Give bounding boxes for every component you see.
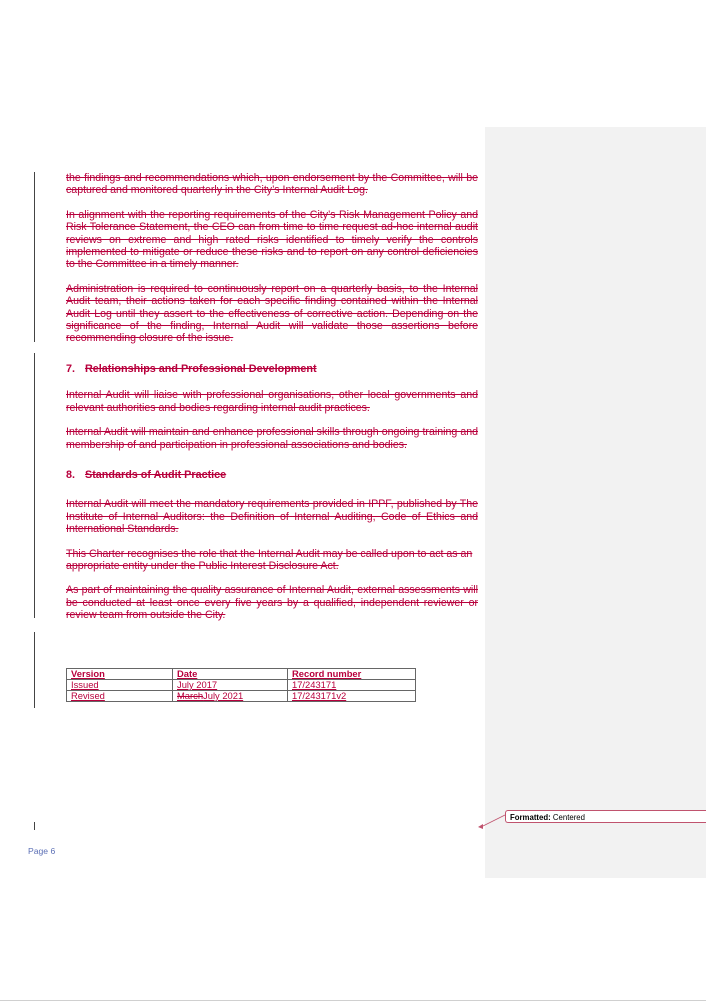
paragraph[interactable]: In alignment with the reporting requirements of the City’s Risk Management Policy and Risk Tolerance Statement, the CEO can from time to time request ad-hoc internal audit reviews on extreme and high rated risks identified to timely verify the controls implemented to mitigate or reduce these risks and to report on any control deficiencies to the Committee in a timely manner.	[66, 208, 478, 271]
paragraph[interactable]: Internal Audit will liaise with professional organisations, other local governments and relevant authorities and bodies regarding internal audit practices.	[66, 389, 478, 414]
table-row	[67, 691, 416, 702]
table-header-cell: Record number	[288, 669, 416, 680]
table-cell	[173, 691, 288, 702]
inserted-text: July 2021	[203, 690, 244, 701]
change-bar	[34, 822, 35, 830]
paragraph[interactable]: As part of maintaining the quality assurance of Internal Audit, external assessments will be conducted at least once every five years by a qualified, independent reviewer or review team from outside the City.	[66, 584, 478, 622]
comment-value: Centered	[552, 813, 585, 822]
table-cell: Revised	[67, 691, 173, 702]
comment-leader-line	[478, 812, 508, 832]
change-bar	[34, 172, 35, 342]
page-number: Page 6	[28, 846, 56, 856]
change-bar	[34, 632, 35, 708]
table-row	[67, 680, 416, 691]
table-cell: July 2017	[173, 680, 288, 691]
page-divider	[0, 1000, 706, 1001]
table-cell: 17/243171v2	[288, 691, 416, 702]
section-heading	[66, 363, 478, 375]
paragraph[interactable]: Internal Audit will maintain and enhance professional skills through ongoing training and membership of and participation in professional associations and bodies.	[66, 426, 478, 451]
table-header-cell: Date	[173, 669, 288, 680]
comment-label: Formatted:	[510, 813, 551, 822]
table-cell: Issued	[67, 680, 173, 691]
change-bar	[34, 353, 35, 618]
section-number: 7.	[66, 362, 76, 375]
paragraph[interactable]: the findings and recommendations which, upon endorsement by the Committee, will be captured and monitored quarterly in the City’s Internal Audit Log.	[66, 172, 478, 197]
section-title: Relationships and Professional Development	[85, 362, 317, 375]
section-heading	[66, 469, 478, 481]
version-table	[66, 668, 416, 702]
section-number: 8.	[66, 468, 76, 481]
deleted-text: March	[177, 690, 204, 701]
paragraph[interactable]: Administration is required to continuously report on a quarterly basis, to the Internal Audit team, their actions taken for each specific finding contained within the Internal Audit Log until they assert to the effectiveness of corrective action. Depending on the significance of the finding, Internal Audit will validate those assertions before recommending closure of the issue.	[66, 282, 478, 345]
paragraph[interactable]: This Charter recognises the role that the Internal Audit may be called upon to act as an appropriate entity under the Public Interest Disclosure Act.	[66, 547, 473, 572]
table-header-cell: Version	[67, 669, 173, 680]
table-header-row	[67, 669, 416, 680]
document-body[interactable]	[66, 172, 478, 634]
table-cell: 17/243171	[288, 680, 416, 691]
paragraph[interactable]: Internal Audit will meet the mandatory requirements provided in IPPF, published by The Institute of Internal Auditors: the Definition of Internal Auditing, Code of Ethics and International Standards.	[66, 498, 478, 536]
section-title: Standards of Audit Practice	[85, 468, 227, 481]
markup-pane	[485, 127, 706, 878]
formatting-comment-balloon[interactable]	[505, 810, 706, 823]
